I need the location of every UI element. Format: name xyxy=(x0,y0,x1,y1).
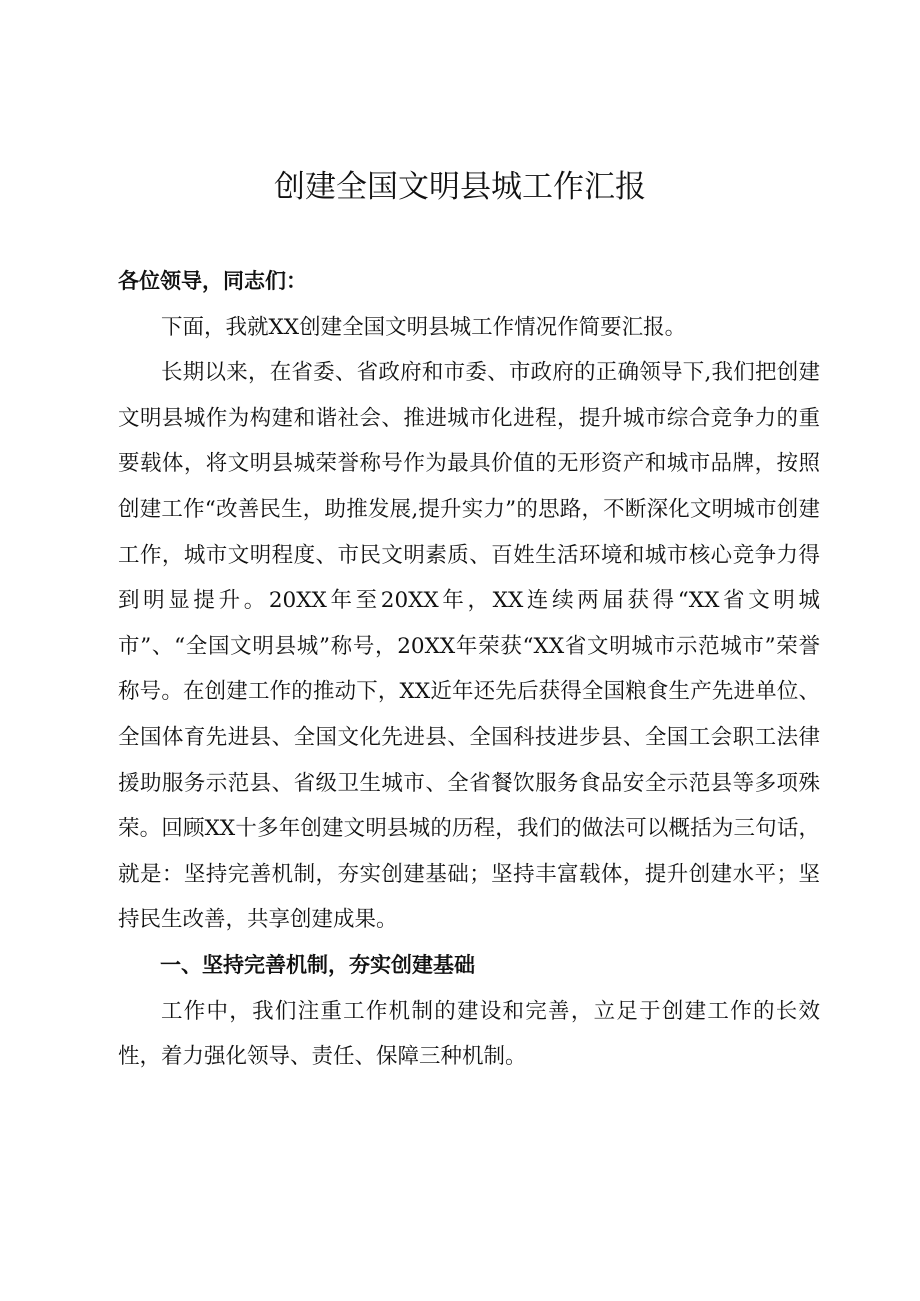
paragraph-1: 长期以来，在省委、省政府和市委、市政府的正确领导下,我们把创建文明县城作为构建和谐社会、推进城市化进程，提升城市综合竞争力的重要载体，将文明县城荣誉称号作为最具价值的无形资产和城市品牌，按照创建工作“改善民生，助推发展,提升实力”的思路，不断深化文明城市创建工作，城市文明程度、市民文明素质、百姓生活环境和城市核心竞争力得到明显提升。20XX年至20XX年，XX连续两届获得“XX省文明城市”、“全国文明县城”称号，20XX年荣获“XX省文明城市示范城市”荣誉称号。在创建工作的推动下，XX近年还先后获得全国粮食生产先进单位、全国体育先进县、全国文化先进县、全国科技进步县、全国工会职工法律援助服务示范县、省级卫生城市、全省餐饮服务食品安全示范县等多项殊荣。回顾XX十多年创建文明县城的历程，我们的做法可以概括为三句话，就是：坚持完善机制，夯实创建基础；坚持丰富载体，提升创建水平；坚持民生改善，共享创建成果。 xyxy=(118,360,820,933)
document-body xyxy=(118,259,820,1080)
salutation: 各位领导，同志们： xyxy=(118,269,307,293)
paragraph-2: 工作中，我们注重工作机制的建设和完善，立足于创建工作的长效性，着力强化领导、责任、保障三种机制。 xyxy=(118,998,820,1070)
section-1-heading: 一、坚持完善机制，夯实创建基础 xyxy=(160,952,475,977)
intro-paragraph: 下面，我就XX创建全国文明县城工作情况作简要汇报。 xyxy=(161,314,687,340)
document-title: 创建全国文明县城工作汇报 xyxy=(274,169,646,205)
